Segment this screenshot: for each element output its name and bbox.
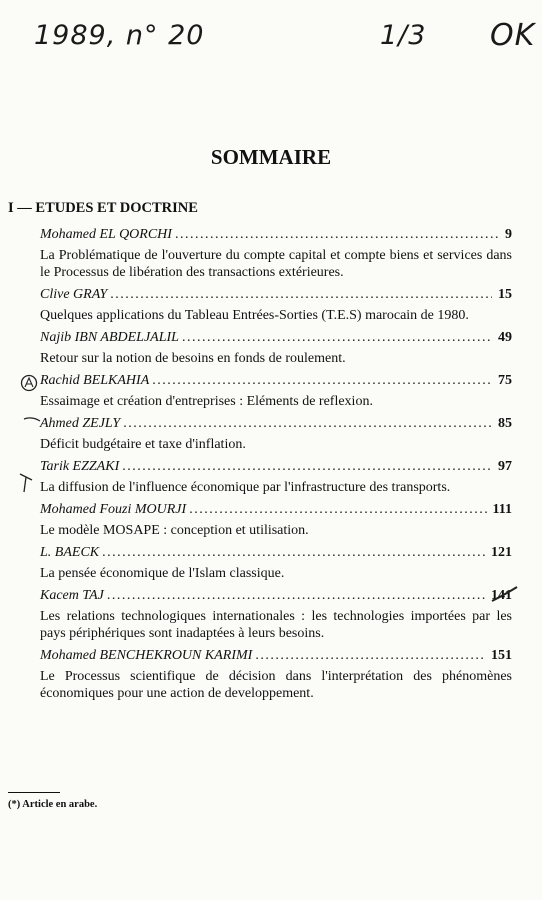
- checkmark-icon: [22, 413, 42, 429]
- toc-page-number: 85: [498, 416, 512, 431]
- toc-page-number: 111: [492, 502, 512, 517]
- toc-entry: [40, 415, 512, 453]
- toc-author: Kacem TAJ: [40, 588, 104, 603]
- handwritten-reference: 1989, n° 20: [34, 20, 205, 51]
- toc-author-line: [40, 458, 512, 476]
- toc-page-number: 97: [498, 459, 512, 474]
- toc-article-title: Retour sur la notion de besoins en fonds de roulement.: [40, 351, 346, 366]
- toc-article-title: La pensée économique de l'Islam classique.: [40, 566, 285, 581]
- dot-leader: [107, 587, 485, 605]
- toc-page-number: 121: [491, 545, 512, 560]
- toc-page-number: 15: [498, 287, 512, 302]
- dot-leader: [123, 415, 492, 433]
- toc-entry: [40, 544, 512, 582]
- toc-page-number: 141: [491, 588, 512, 603]
- toc-author: Rachid BELKAHIA: [40, 373, 150, 388]
- toc-author-line: [40, 647, 512, 665]
- handwritten-page-count: 1/3: [380, 20, 427, 51]
- toc-entry: [40, 372, 512, 410]
- dot-leader: [102, 544, 485, 562]
- toc-entry: [40, 587, 512, 642]
- entries-list: [40, 226, 512, 707]
- toc-entry: [40, 286, 512, 324]
- toc-author: L. BAECK: [40, 545, 100, 560]
- toc-entry: [40, 501, 512, 539]
- toc-page-number: 49: [498, 330, 512, 345]
- toc-author: Najib IBN ABDELJALIL: [40, 330, 179, 345]
- dot-leader: [182, 329, 492, 347]
- toc-entry: [40, 647, 512, 702]
- toc-author: Mohamed EL QORCHI: [40, 227, 172, 242]
- toc-article-title: Essaimage et création d'entreprises : Eléments de reflexion.: [40, 394, 373, 409]
- toc-author: Mohamed BENCHEKROUN KARIMI: [40, 648, 253, 663]
- toc-article-title: Les relations technologiques internationales : les technologies importées par les pays périphériques sont inadaptées à leurs besoins.: [40, 609, 512, 641]
- toc-author-line: [40, 544, 512, 562]
- toc-page-number: 9: [505, 227, 512, 242]
- toc-article-title: La Problématique de l'ouverture du compte capital et compte biens et services dans le Processus de libération des transactions extérieures.: [40, 248, 512, 280]
- footnote-rule: [8, 792, 60, 793]
- toc-author: Mohamed Fouzi MOURJI: [40, 502, 187, 517]
- dot-leader: [152, 372, 492, 390]
- toc-author: Clive GRAY: [40, 287, 108, 302]
- toc-author-line: [40, 226, 512, 244]
- toc-author-line: [40, 587, 512, 605]
- slash-mark-icon: [490, 585, 520, 603]
- circled-a-mark-icon: [20, 373, 38, 393]
- footnote: (*) Article en arabe.: [8, 799, 98, 810]
- toc-page-number: 151: [491, 648, 512, 663]
- tick-mark-icon: [18, 470, 34, 496]
- toc-article-title: Le Processus scientifique de décision dans l'interprétation des phénomènes économiques pour une action de developpement.: [40, 669, 512, 701]
- toc-article-title: Déficit budgétaire et taxe d'inflation.: [40, 437, 246, 452]
- section-heading: I — ETUDES ET DOCTRINE: [8, 200, 198, 216]
- dot-leader: [189, 501, 486, 519]
- toc-entry: [40, 458, 512, 496]
- toc-author-line: [40, 415, 512, 433]
- toc-article-title: La diffusion de l'influence économique par l'infrastructure des transports.: [40, 480, 451, 495]
- dot-leader: [110, 286, 492, 304]
- toc-entry: [40, 226, 512, 281]
- toc-author: Tarik EZZAKI: [40, 459, 120, 474]
- toc-article-title: Le modèle MOSAPE : conception et utilisation.: [40, 523, 309, 538]
- dot-leader: [255, 647, 485, 665]
- dot-leader: [175, 226, 499, 244]
- toc-entry: [40, 329, 512, 367]
- page-title: SOMMAIRE: [210, 145, 332, 169]
- toc-article-title: Quelques applications du Tableau Entrées-Sorties (T.E.S) marocain de 1980.: [40, 308, 469, 323]
- toc-author-line: [40, 286, 512, 304]
- toc-author-line: [40, 501, 512, 519]
- toc-author-line: [40, 329, 512, 347]
- toc-author-line: [40, 372, 512, 390]
- toc-author: Ahmed ZEJLY: [40, 416, 121, 431]
- toc-page-number: 75: [498, 373, 512, 388]
- handwritten-ok: OK: [490, 18, 536, 53]
- dot-leader: [122, 458, 492, 476]
